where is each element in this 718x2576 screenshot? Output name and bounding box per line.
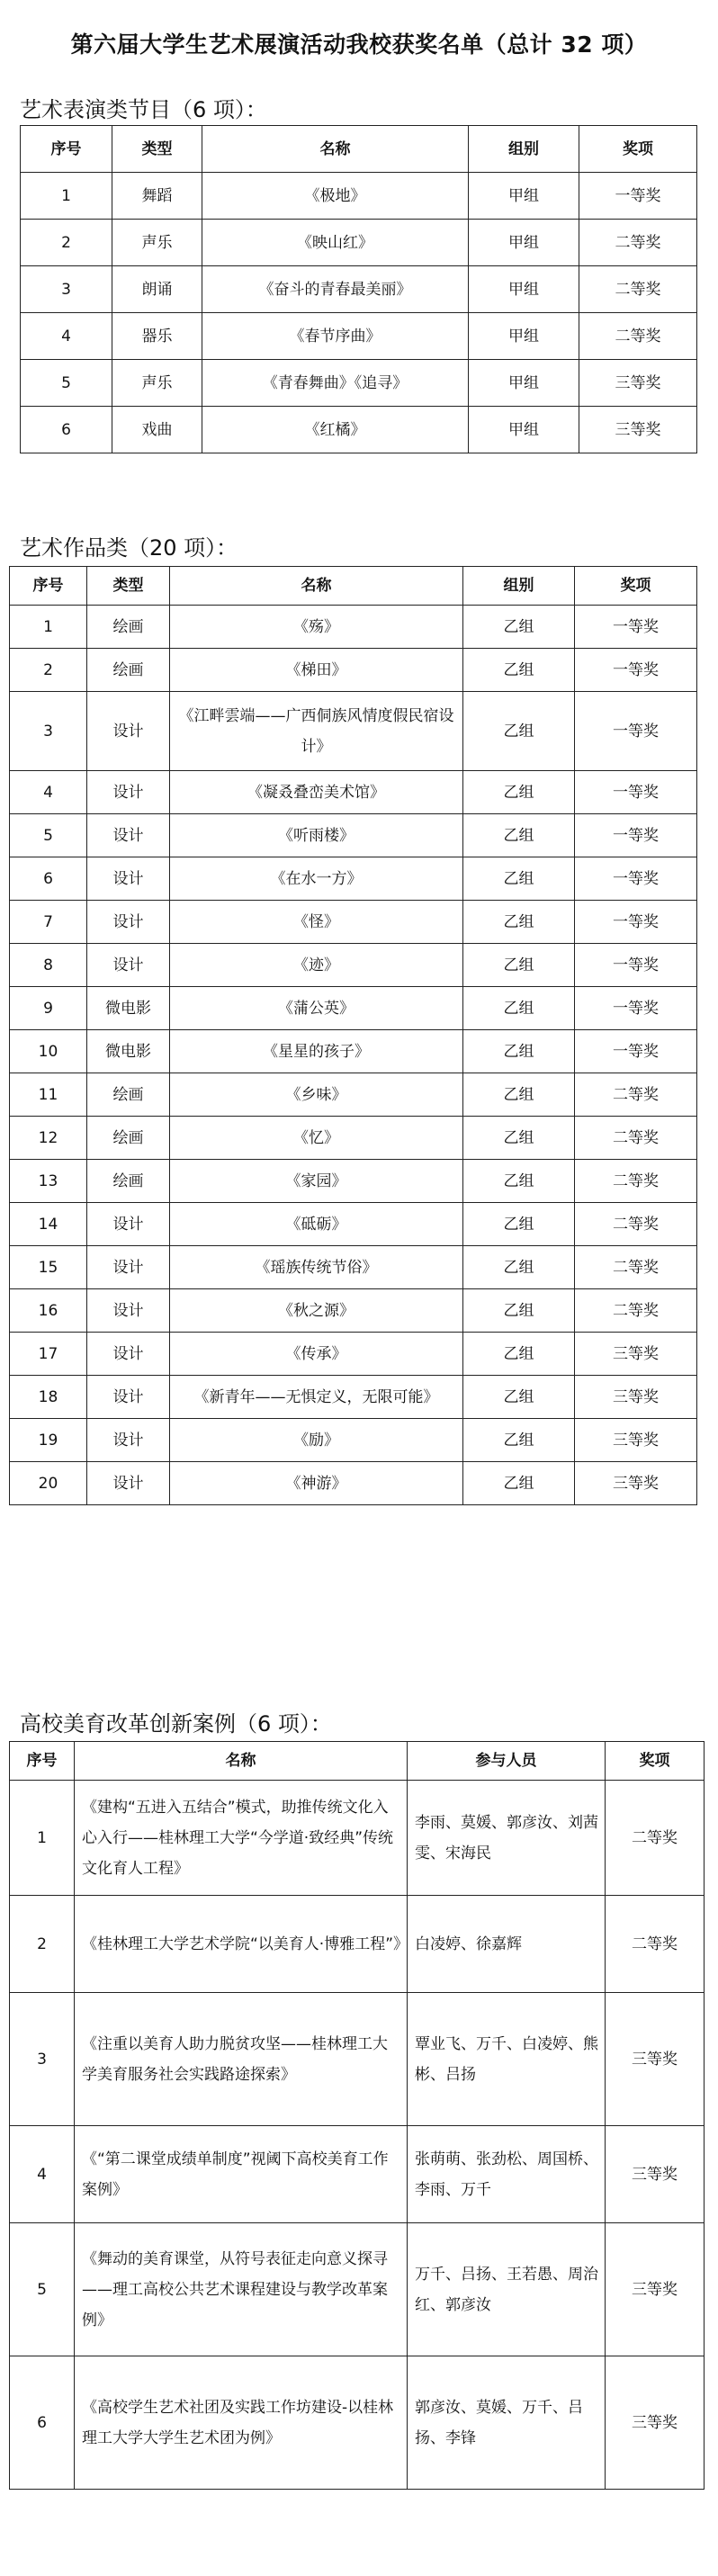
cell-index: 3 — [21, 266, 112, 313]
cell-index: 20 — [10, 1462, 87, 1505]
cell-name: 《极地》 — [202, 173, 469, 220]
cell-type: 微电影 — [87, 1030, 170, 1073]
table-header-row — [10, 567, 697, 606]
cell-name: 《高校学生艺术社团及实践工作坊建设-以桂林理工大学大学生艺术团为例》 — [75, 2356, 408, 2490]
column-header: 奖项 — [606, 1742, 705, 1781]
cell-index: 6 — [10, 857, 87, 901]
cell-participants: 李雨、莫媛、郭彦汝、刘茜雯、宋海民 — [408, 1781, 606, 1896]
cell-type: 设计 — [87, 1376, 170, 1419]
cell-index: 4 — [10, 771, 87, 814]
cell-index: 5 — [10, 2223, 75, 2356]
cell-award: 二等奖 — [606, 1781, 705, 1896]
table-header-row — [10, 1742, 705, 1781]
cell-group: 乙组 — [463, 1160, 575, 1203]
cell-type: 绘画 — [87, 606, 170, 649]
cell-award: 三等奖 — [575, 1462, 697, 1505]
cell-name: 《“第二课堂成绩单制度”视阈下高校美育工作案例》 — [75, 2126, 408, 2223]
cell-group: 乙组 — [463, 1333, 575, 1376]
cell-group: 乙组 — [463, 771, 575, 814]
cell-type: 声乐 — [112, 360, 202, 407]
cell-type: 设计 — [87, 1246, 170, 1289]
cell-award: 一等奖 — [575, 606, 697, 649]
cell-group: 乙组 — [463, 944, 575, 987]
cell-award: 一等奖 — [575, 944, 697, 987]
cell-index: 10 — [10, 1030, 87, 1073]
cell-name: 《注重以美育人助力脱贫攻坚——桂林理工大学美育服务社会实践路途探索》 — [75, 1993, 408, 2126]
cell-award: 三等奖 — [579, 360, 697, 407]
column-header: 组别 — [469, 126, 579, 173]
cell-participants: 白凌婷、徐嘉辉 — [408, 1896, 606, 1993]
cell-group: 甲组 — [469, 173, 579, 220]
cell-award: 一等奖 — [575, 771, 697, 814]
cell-index: 14 — [10, 1203, 87, 1246]
cell-name: 《乡味》 — [170, 1073, 463, 1117]
cell-award: 二等奖 — [579, 313, 697, 360]
cell-award: 二等奖 — [575, 1160, 697, 1203]
cell-index: 1 — [21, 173, 112, 220]
cell-index: 4 — [21, 313, 112, 360]
cell-award: 二等奖 — [575, 1117, 697, 1160]
table-row — [10, 2356, 705, 2490]
cell-index: 18 — [10, 1376, 87, 1419]
cell-name: 《蒲公英》 — [170, 987, 463, 1030]
cell-type: 设计 — [87, 771, 170, 814]
cell-type: 器乐 — [112, 313, 202, 360]
cell-name: 《舞动的美育课堂，从符号表征走向意义探寻——理工高校公共艺术课程建设与教学改革案例》 — [75, 2223, 408, 2356]
table-row — [10, 944, 697, 987]
cell-name: 《建构“五进入五结合”模式，助推传统文化入心入行——桂林理工大学“今学道·致经典”传统文化育人工程》 — [75, 1781, 408, 1896]
cell-award: 一等奖 — [575, 692, 697, 771]
cell-name: 《奋斗的青春最美丽》 — [202, 266, 469, 313]
table-row — [21, 220, 697, 266]
cell-participants: 郭彦汝、莫媛、万千、吕扬、李锋 — [408, 2356, 606, 2490]
cell-participants: 张萌萌、张劲松、周国桥、李雨、万千 — [408, 2126, 606, 2223]
cell-index: 15 — [10, 1246, 87, 1289]
cell-name: 《秋之源》 — [170, 1289, 463, 1333]
cell-index: 3 — [10, 1993, 75, 2126]
cell-name: 《励》 — [170, 1419, 463, 1462]
cell-group: 乙组 — [463, 606, 575, 649]
table-row — [21, 173, 697, 220]
cell-type: 戏曲 — [112, 407, 202, 453]
cell-award: 二等奖 — [575, 1073, 697, 1117]
cell-name: 《梯田》 — [170, 649, 463, 692]
cell-index: 7 — [10, 901, 87, 944]
section-title-reform-cases: 高校美育改革创新案例（6 项）： — [20, 1711, 332, 1737]
cell-name: 《江畔雲端——广西侗族风情度假民宿设计》 — [170, 692, 463, 771]
cell-group: 甲组 — [469, 313, 579, 360]
cell-award: 三等奖 — [579, 407, 697, 453]
cell-group: 乙组 — [463, 1117, 575, 1160]
table-row — [10, 692, 697, 771]
cell-name: 《新青年——无惧定义，无限可能》 — [170, 1376, 463, 1419]
cell-index: 6 — [10, 2356, 75, 2490]
cell-award: 三等奖 — [575, 1333, 697, 1376]
section-title-artworks: 艺术作品类（20 项）： — [20, 535, 238, 561]
cell-award: 一等奖 — [575, 857, 697, 901]
table-row — [10, 1246, 697, 1289]
section-title-performance: 艺术表演类节目（6 项）： — [20, 97, 267, 122]
cell-type: 绘画 — [87, 1073, 170, 1117]
cell-award: 三等奖 — [606, 2356, 705, 2490]
cell-index: 2 — [21, 220, 112, 266]
table-row — [10, 1203, 697, 1246]
table-row — [21, 360, 697, 407]
cell-award: 一等奖 — [579, 173, 697, 220]
cell-type: 舞蹈 — [112, 173, 202, 220]
table-row — [21, 266, 697, 313]
column-header: 组别 — [463, 567, 575, 606]
cell-name: 《砥砺》 — [170, 1203, 463, 1246]
cell-name: 《青春舞曲》《追寻》 — [202, 360, 469, 407]
cell-name: 《神游》 — [170, 1462, 463, 1505]
cell-award: 一等奖 — [575, 1030, 697, 1073]
cell-group: 乙组 — [463, 692, 575, 771]
column-header: 名称 — [75, 1742, 408, 1781]
cell-name: 《春节序曲》 — [202, 313, 469, 360]
cell-index: 16 — [10, 1289, 87, 1333]
cell-index: 4 — [10, 2126, 75, 2223]
cell-index: 6 — [21, 407, 112, 453]
cell-award: 一等奖 — [575, 901, 697, 944]
cell-type: 设计 — [87, 1462, 170, 1505]
cell-type: 设计 — [87, 1203, 170, 1246]
cell-index: 12 — [10, 1117, 87, 1160]
cell-name: 《红橘》 — [202, 407, 469, 453]
cell-index: 5 — [10, 814, 87, 857]
cell-name: 《星星的孩子》 — [170, 1030, 463, 1073]
cell-award: 三等奖 — [606, 2223, 705, 2356]
cell-name: 《桂林理工大学艺术学院“以美育人·博雅工程”》 — [75, 1896, 408, 1993]
column-header: 序号 — [10, 1742, 75, 1781]
cell-type: 设计 — [87, 944, 170, 987]
cell-award: 二等奖 — [606, 1896, 705, 1993]
cell-award: 二等奖 — [575, 1203, 697, 1246]
cell-group: 乙组 — [463, 1419, 575, 1462]
cell-group: 乙组 — [463, 1030, 575, 1073]
cell-name: 《听雨楼》 — [170, 814, 463, 857]
table-row — [10, 1160, 697, 1203]
cell-type: 设计 — [87, 1289, 170, 1333]
cell-name: 《在水一方》 — [170, 857, 463, 901]
cell-name: 《凝叒叠峦美术馆》 — [170, 771, 463, 814]
table-row — [10, 1289, 697, 1333]
table-row — [10, 2223, 705, 2356]
table-row — [10, 1419, 697, 1462]
cell-group: 甲组 — [469, 360, 579, 407]
table-row — [10, 771, 697, 814]
cell-type: 朗诵 — [112, 266, 202, 313]
cell-type: 设计 — [87, 814, 170, 857]
cell-index: 11 — [10, 1073, 87, 1117]
table-header-row — [21, 126, 697, 173]
cell-participants: 万千、吕扬、王若愚、周治红、郭彦汝 — [408, 2223, 606, 2356]
cell-group: 乙组 — [463, 1462, 575, 1505]
cell-award: 一等奖 — [575, 987, 697, 1030]
table-row — [10, 649, 697, 692]
cell-index: 2 — [10, 649, 87, 692]
reform-cases-table — [9, 1741, 705, 2490]
cell-group: 乙组 — [463, 649, 575, 692]
cell-group: 乙组 — [463, 1246, 575, 1289]
table-row — [21, 407, 697, 453]
cell-award: 三等奖 — [606, 1993, 705, 2126]
column-header: 类型 — [87, 567, 170, 606]
column-header: 序号 — [10, 567, 87, 606]
column-header: 名称 — [202, 126, 469, 173]
column-header: 奖项 — [579, 126, 697, 173]
cell-type: 绘画 — [87, 649, 170, 692]
performance-table — [20, 125, 697, 453]
cell-type: 设计 — [87, 1333, 170, 1376]
table-row — [10, 1781, 705, 1896]
cell-group: 乙组 — [463, 1073, 575, 1117]
cell-group: 乙组 — [463, 1376, 575, 1419]
cell-award: 三等奖 — [575, 1419, 697, 1462]
table-row — [10, 606, 697, 649]
cell-award: 一等奖 — [575, 814, 697, 857]
cell-name: 《迹》 — [170, 944, 463, 987]
cell-type: 声乐 — [112, 220, 202, 266]
cell-name: 《映山红》 — [202, 220, 469, 266]
cell-group: 甲组 — [469, 220, 579, 266]
table-row — [10, 987, 697, 1030]
cell-index: 13 — [10, 1160, 87, 1203]
cell-group: 乙组 — [463, 1289, 575, 1333]
cell-name: 《忆》 — [170, 1117, 463, 1160]
table-row — [10, 1117, 697, 1160]
cell-award: 三等奖 — [606, 2126, 705, 2223]
table-row — [10, 1896, 705, 1993]
cell-name: 《传承》 — [170, 1333, 463, 1376]
table-row — [10, 1376, 697, 1419]
cell-index: 19 — [10, 1419, 87, 1462]
table-row — [10, 1030, 697, 1073]
table-row — [10, 1462, 697, 1505]
table-row — [10, 814, 697, 857]
cell-name: 《怪》 — [170, 901, 463, 944]
cell-group: 乙组 — [463, 814, 575, 857]
column-header: 名称 — [170, 567, 463, 606]
cell-group: 甲组 — [469, 266, 579, 313]
cell-award: 二等奖 — [579, 266, 697, 313]
table-row — [10, 1333, 697, 1376]
cell-award: 二等奖 — [575, 1246, 697, 1289]
table-row — [21, 313, 697, 360]
cell-type: 微电影 — [87, 987, 170, 1030]
cell-award: 二等奖 — [579, 220, 697, 266]
cell-type: 设计 — [87, 1419, 170, 1462]
table-row — [10, 1073, 697, 1117]
cell-name: 《瑶族传统节俗》 — [170, 1246, 463, 1289]
cell-award: 一等奖 — [575, 649, 697, 692]
cell-award: 三等奖 — [575, 1376, 697, 1419]
cell-name: 《家园》 — [170, 1160, 463, 1203]
cell-index: 9 — [10, 987, 87, 1030]
column-header: 类型 — [112, 126, 202, 173]
cell-group: 乙组 — [463, 857, 575, 901]
cell-group: 乙组 — [463, 901, 575, 944]
cell-index: 1 — [10, 1781, 75, 1896]
cell-type: 绘画 — [87, 1160, 170, 1203]
cell-name: 《殇》 — [170, 606, 463, 649]
column-header: 序号 — [21, 126, 112, 173]
cell-type: 设计 — [87, 901, 170, 944]
cell-type: 绘画 — [87, 1117, 170, 1160]
cell-index: 5 — [21, 360, 112, 407]
cell-index: 1 — [10, 606, 87, 649]
column-header: 奖项 — [575, 567, 697, 606]
cell-index: 2 — [10, 1896, 75, 1993]
artworks-table — [9, 566, 697, 1505]
cell-award: 二等奖 — [575, 1289, 697, 1333]
table-row — [10, 901, 697, 944]
cell-index: 3 — [10, 692, 87, 771]
column-header: 参与人员 — [408, 1742, 606, 1781]
table-row — [10, 1993, 705, 2126]
cell-group: 甲组 — [469, 407, 579, 453]
cell-index: 17 — [10, 1333, 87, 1376]
cell-participants: 覃业飞、万千、白凌婷、熊彬、吕扬 — [408, 1993, 606, 2126]
cell-type: 设计 — [87, 692, 170, 771]
cell-group: 乙组 — [463, 987, 575, 1030]
table-row — [10, 2126, 705, 2223]
cell-type: 设计 — [87, 857, 170, 901]
table-row — [10, 857, 697, 901]
page-title: 第六届大学生艺术展演活动我校获奖名单（总计 32 项） — [70, 31, 648, 58]
cell-index: 8 — [10, 944, 87, 987]
cell-group: 乙组 — [463, 1203, 575, 1246]
